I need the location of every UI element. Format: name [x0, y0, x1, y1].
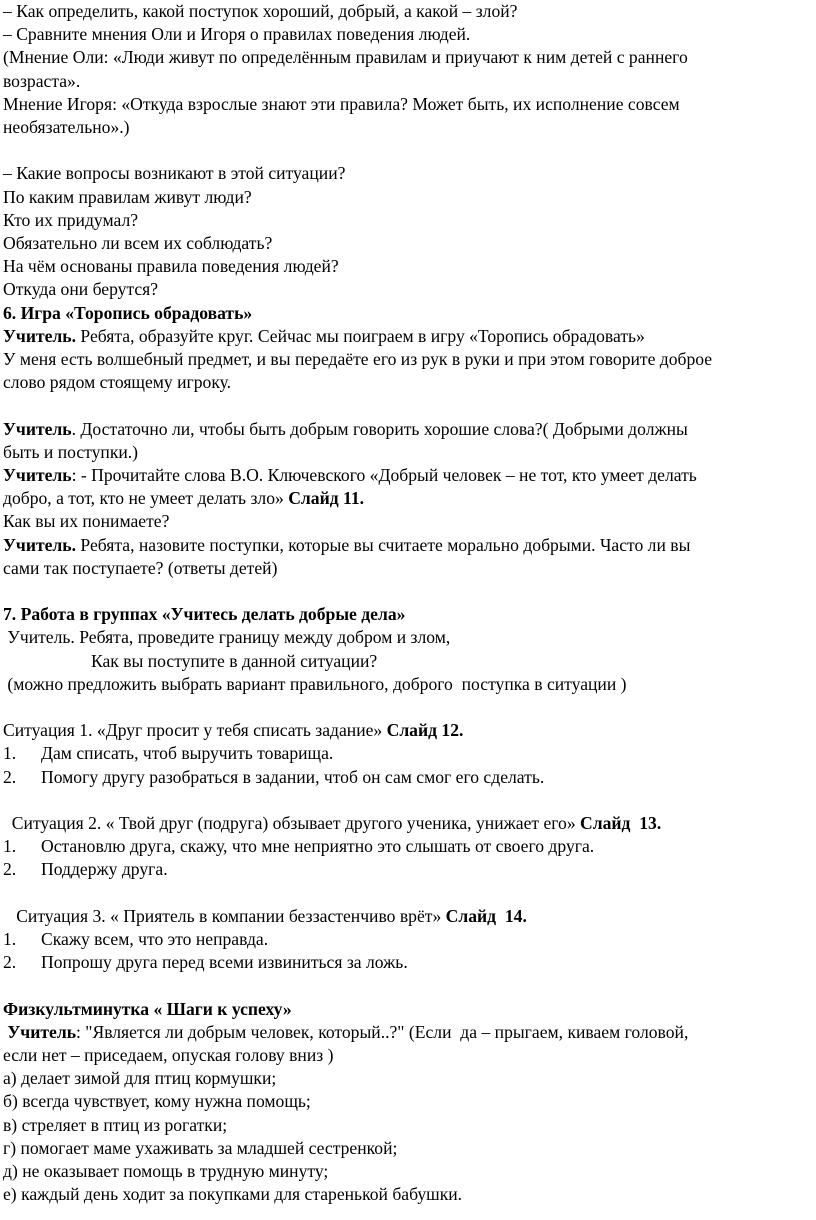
text-line: Учитель. Ребята, проведите границу между добром и злом, [3, 627, 451, 648]
teacher-line: Учитель. Достаточно ли, чтобы быть добрым говорить хорошие слова?( Добрыми должны [3, 418, 688, 439]
blank-line [3, 882, 816, 905]
text-line: если нет – приседаем, опуская голову вниз ) [3, 1045, 334, 1066]
teacher-line: Учитель. Ребята, образуйте круг. Сейчас мы поиграем в игру «Торопись обрадовать» [3, 325, 645, 346]
olya-opinion: возраста». [3, 70, 81, 91]
text-line: сами так поступаете? (ответы детей) [3, 557, 278, 578]
question-line: – Как определить, какой поступок хороший, добрый, а какой – злой? [3, 1, 518, 21]
teacher-label: Учитель [3, 1021, 76, 1042]
list-item: 2. Попрошу друга перед всеми извиниться за ложь. [3, 952, 408, 973]
question-line: Откуда они берутся? [3, 279, 159, 300]
situation-2: Ситуация 2. « Твой друг (подруга) обзывает другого ученика, унижает его» Слайд 13. [3, 813, 662, 834]
question-line: На чём основаны правила поведения людей? [3, 256, 339, 277]
blank-line [3, 789, 816, 812]
question-line: – Какие вопросы возникают в этой ситуации? [3, 163, 346, 184]
section-7-title: 7. Работа в группах «Учитесь делать добрые дела» [3, 604, 406, 625]
list-item: 1. Остановлю друга, скажу, что мне неприятно это слышать от своего друга. [3, 836, 595, 857]
list-item: д) не оказывает помощь в трудную минуту; [3, 1161, 329, 1182]
teacher-label: Учитель [3, 418, 72, 439]
list-item: 1. Дам списать, чтоб выручить товарища. [3, 743, 334, 764]
slide-label: Слайд 13. [580, 813, 662, 834]
blank-line [3, 696, 816, 719]
teacher-label: Учитель. [3, 534, 76, 555]
teacher-label: Учитель. [3, 325, 76, 346]
list-item: 2. Помогу другу разобраться в задании, чтоб он сам смог его сделать. [3, 766, 545, 787]
blank-line [3, 394, 816, 417]
situation-3: Ситуация 3. « Приятель в компании беззастенчиво врёт» Слайд 14. [3, 905, 527, 926]
text-line: (можно предложить выбрать вариант правильного, доброго поступка в ситуации ) [3, 673, 627, 694]
text-line: Как вы поступите в данной ситуации? [3, 650, 378, 671]
olya-opinion: (Мнение Оли: «Люди живут по определённым правилам и приучают к ним детей с раннего [3, 47, 688, 68]
blank-line [3, 139, 816, 162]
text-line: слово рядом стоящему игроку. [3, 372, 232, 393]
list-item: 1. Скажу всем, что это неправда. [3, 929, 269, 950]
question-line: По каким правилам живут люди? [3, 186, 252, 207]
blank-line [3, 974, 816, 997]
teacher-line: Учитель: "Является ли добрым человек, который..?" (Если да – прыгаем, киваем головой, [3, 1021, 689, 1042]
slide-label: Слайд 12. [386, 720, 464, 741]
text-line: быть и поступки.) [3, 441, 139, 462]
igor-opinion: необязательно».) [3, 117, 130, 138]
slide-label: Слайд 14. [445, 905, 527, 926]
text-line: добро, а тот, кто не умеет делать зло» Слайд 11. [3, 488, 365, 509]
list-item: г) помогает маме ухаживать за младшей сестренкой; [3, 1137, 398, 1158]
list-item: б) всегда чувствует, кому нужна помощь; [3, 1091, 311, 1112]
list-item: 2. Поддержу друга. [3, 859, 168, 880]
fizkult-title: Физкультминутка « Шаги к успеху» [3, 998, 292, 1019]
slide-label: Слайд 11. [288, 488, 365, 509]
list-item: в) стреляет в птиц из рогатки; [3, 1114, 228, 1135]
section-6-title: 6. Игра «Торопись обрадовать» [3, 302, 253, 323]
list-item: е) каждый день ходит за покупками для старенькой бабушки. [3, 1184, 463, 1205]
list-item: а) делает зимой для птиц кормушки; [3, 1068, 277, 1089]
teacher-line: Учитель: - Прочитайте слова В.О. Ключевского «Добрый человек – не тот, кто умеет делать [3, 465, 697, 486]
text-line: Как вы их понимаете? [3, 511, 170, 532]
situation-1: Ситуация 1. «Друг просит у тебя списать задание» Слайд 12. [3, 720, 464, 741]
question-line: Кто их придумал? [3, 209, 139, 230]
question-line: Обязательно ли всем их соблюдать? [3, 233, 273, 254]
question-line: – Сравните мнения Оли и Игоря о правилах поведения людей. [3, 24, 471, 45]
blank-line [3, 580, 816, 603]
text-line: У меня есть волшебный предмет, и вы передаёте его из рук в руки и при этом говорите доброе [3, 349, 713, 370]
teacher-label: Учитель [3, 465, 72, 486]
teacher-line: Учитель. Ребята, назовите поступки, которые вы считаете морально добрыми. Часто ли вы [3, 534, 691, 555]
igor-opinion: Мнение Игоря: «Откуда взрослые знают эти правила? Может быть, их исполнение совсем [3, 93, 680, 114]
